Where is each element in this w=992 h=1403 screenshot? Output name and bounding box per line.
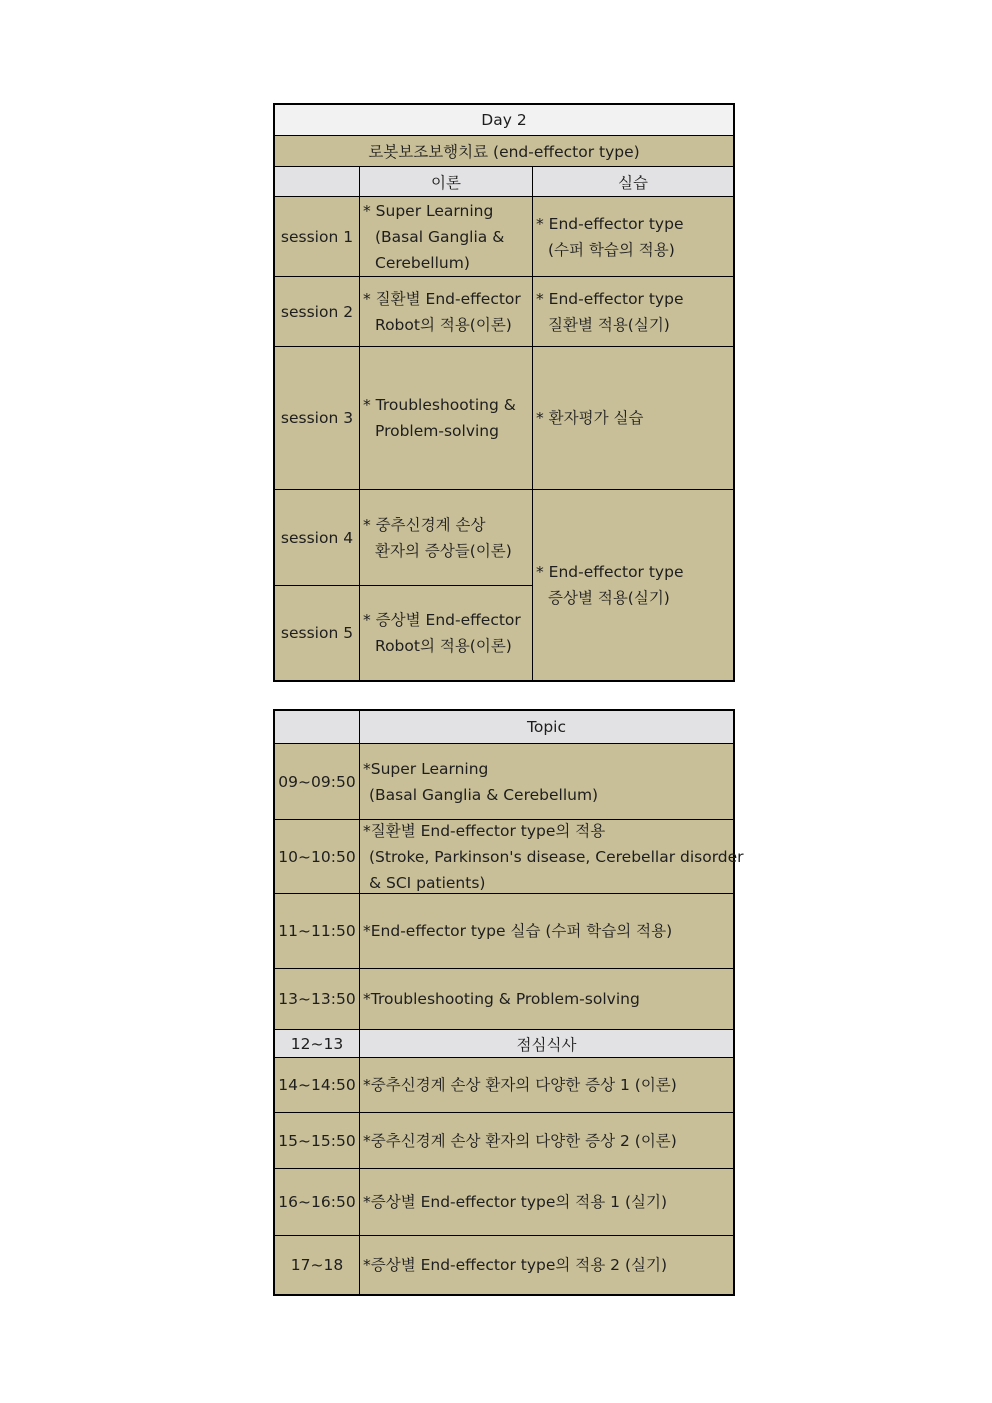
practice-line: 증상별 적용(실기)	[548, 589, 670, 607]
header-practice: 실습	[618, 173, 648, 192]
time-label: 09~09:50	[278, 772, 356, 791]
practice-cell-merged	[533, 490, 733, 680]
session-label-cell	[275, 347, 360, 490]
theory-cell	[360, 490, 533, 586]
lunch-cell	[360, 1030, 733, 1058]
practice-cell	[533, 277, 733, 347]
topic-cell	[360, 744, 733, 820]
topic-cell	[360, 969, 733, 1030]
theory-line: Problem-solving	[375, 422, 499, 440]
lunch-label: 점심식사	[516, 1035, 577, 1054]
session-label: session 3	[280, 409, 354, 427]
time-cell	[275, 1169, 360, 1236]
time-cell	[275, 820, 360, 894]
course-title: 로봇보조보행치료 (end-effector type)	[368, 143, 640, 161]
topic-cell	[360, 1113, 733, 1169]
time-cell-lunch	[275, 1030, 360, 1058]
practice-line: * End-effector type	[536, 563, 684, 581]
practice-cell	[533, 347, 733, 490]
time-label: 14~14:50	[278, 1076, 356, 1094]
time-label: 12~13	[290, 1034, 344, 1053]
time-cell	[275, 894, 360, 969]
time-label: 17~18	[290, 1256, 344, 1274]
time-cell	[275, 969, 360, 1030]
time-label: 10~10:50	[278, 847, 356, 866]
theory-line: Robot의 적용(이론)	[375, 637, 512, 655]
topic-cell	[360, 1058, 733, 1113]
header-practice-cell	[533, 167, 733, 197]
session-label-cell	[275, 490, 360, 586]
time-label: 13~13:50	[278, 990, 356, 1008]
practice-line: * 환자평가 실습	[536, 409, 644, 427]
header-theory: 이론	[431, 173, 461, 192]
session-label: session 4	[280, 528, 354, 547]
theory-line: * 증상별 End-effector	[363, 611, 521, 629]
topic-line: *증상별 End-effector type의 적용 2 (실기)	[363, 1256, 668, 1274]
theory-line: * 질환별 End-effector	[363, 289, 521, 308]
session-label-cell	[275, 277, 360, 347]
time-cell	[275, 1058, 360, 1113]
topic-line: *Super Learning	[363, 759, 489, 778]
session-label: session 5	[280, 624, 354, 642]
topic-header-cell	[360, 711, 733, 744]
topic-line: (Stroke, Parkinson's disease, Cerebellar disorder	[369, 847, 744, 866]
topic-line: *증상별 End-effector type의 적용 1 (실기)	[363, 1193, 668, 1211]
topic-line: *중추신경계 손상 환자의 다양한 증상 2 (이론)	[363, 1131, 677, 1150]
course-title-cell	[275, 136, 733, 167]
day2-session-table	[273, 103, 735, 682]
practice-line: (수퍼 학습의 적용)	[548, 240, 675, 259]
theory-line: 환자의 증상들(이론)	[375, 541, 512, 560]
topic-line: (Basal Ganglia & Cerebellum)	[369, 785, 599, 804]
practice-line: * End-effector type	[536, 214, 684, 233]
time-cell	[275, 744, 360, 820]
theory-line: * 중추신경계 손상	[363, 515, 486, 534]
theory-line: * Super Learning	[363, 201, 494, 220]
practice-line: 질환별 적용(실기)	[548, 315, 670, 334]
day2-timetable	[273, 709, 744, 1296]
session-label-cell	[275, 197, 360, 277]
session-label: session 1	[280, 227, 354, 246]
practice-line: * End-effector type	[536, 289, 684, 308]
time-cell	[275, 1113, 360, 1169]
theory-line: Cerebellum)	[375, 253, 470, 272]
topic-cell	[360, 1169, 733, 1236]
theory-line: * Troubleshooting &	[363, 396, 516, 414]
topic-line: *Troubleshooting & Problem-solving	[363, 990, 640, 1008]
session-label: session 2	[280, 302, 354, 321]
topic-cell	[360, 820, 744, 894]
theory-cell	[360, 586, 533, 680]
topic-cell	[360, 1236, 733, 1294]
time-label: 16~16:50	[278, 1193, 356, 1211]
topic-line: & SCI patients)	[369, 873, 486, 892]
time-label: 15~15:50	[278, 1131, 356, 1150]
practice-cell	[533, 197, 733, 277]
topic-line: *중추신경계 손상 환자의 다양한 증상 1 (이론)	[363, 1076, 677, 1094]
theory-cell	[360, 197, 533, 277]
time-label: 11~11:50	[278, 922, 356, 940]
topic-cell	[360, 894, 733, 969]
theory-line: Robot의 적용(이론)	[375, 315, 512, 334]
topic-header: Topic	[527, 718, 566, 736]
day-title: Day 2	[481, 111, 527, 129]
session-label-cell	[275, 586, 360, 680]
topic-line: *질환별 End-effector type의 적용	[363, 821, 606, 840]
header-theory-cell	[360, 167, 533, 197]
time-cell	[275, 1236, 360, 1294]
header-empty-cell	[275, 167, 360, 197]
topic-line: *End-effector type 실습 (수퍼 학습의 적용)	[363, 922, 673, 940]
day-title-cell	[275, 105, 733, 136]
time-header-empty-cell	[275, 711, 360, 744]
theory-cell	[360, 347, 533, 490]
theory-cell	[360, 277, 533, 347]
theory-line: (Basal Ganglia &	[375, 227, 505, 246]
